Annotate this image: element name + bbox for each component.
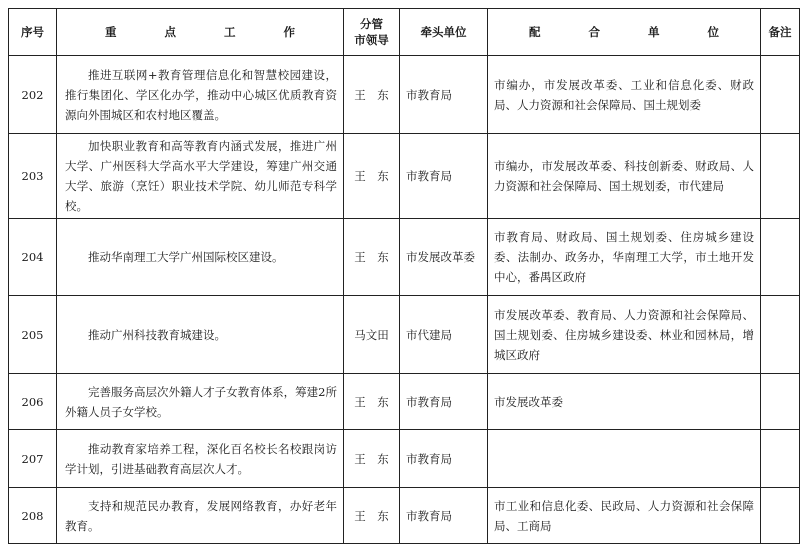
row-lead-dept: 市教育局 [400, 430, 488, 488]
table-row [9, 219, 800, 296]
table-row [9, 488, 800, 544]
header-task: 重 点 工 作 [57, 9, 344, 56]
row-lead-dept: 市教育局 [400, 488, 488, 544]
row-no: 206 [9, 374, 57, 430]
row-coop: 市教育局、财政局、国土规划委、住房城乡建设委、法制办、政务办，华南理工大学，市土地开发中心，番禺区政府 [488, 219, 761, 296]
row-task [57, 134, 344, 219]
row-no: 202 [9, 56, 57, 134]
row-task [57, 56, 344, 134]
table-row [9, 56, 800, 134]
table-row [9, 296, 800, 374]
row-task-text: 推动广州科技教育城建设。 [88, 327, 226, 342]
row-task [57, 296, 344, 374]
row-leader: 马文田 [344, 296, 400, 374]
row-task [57, 488, 344, 544]
header-no: 序号 [9, 9, 57, 56]
header-lead-dept: 牵头单位 [400, 9, 488, 56]
row-lead-dept: 市教育局 [400, 374, 488, 430]
row-coop: 市编办，市发展改革委、科技创新委、财政局、人力资源和社会保障局、国土规划委，市代建局 [488, 134, 761, 219]
header-leader-line1: 分管 [360, 17, 383, 31]
row-no: 207 [9, 430, 57, 488]
row-leader: 王 东 [344, 374, 400, 430]
row-coop: 市编办，市发展改革委、工业和信息化委、财政局、人力资源和社会保障局、国土规划委 [488, 56, 761, 134]
row-coop: 市发展改革委、教育局、人力资源和社会保障局、国土规划委、住房城乡建设委、林业和园林局，增城区政府 [488, 296, 761, 374]
row-note [761, 296, 800, 374]
row-note [761, 488, 800, 544]
row-coop [488, 430, 761, 488]
row-leader: 王 东 [344, 219, 400, 296]
row-note [761, 374, 800, 430]
row-leader: 王 东 [344, 134, 400, 219]
row-lead-dept: 市代建局 [400, 296, 488, 374]
row-note [761, 134, 800, 219]
row-no: 208 [9, 488, 57, 544]
header-leader-line2: 市领导 [354, 33, 389, 47]
row-lead-dept: 市发展改革委 [400, 219, 488, 296]
header-note: 备注 [761, 9, 800, 56]
row-task-text: 支持和规范民办教育，发展网络教育，办好老年教育。 [65, 498, 337, 533]
row-task-text: 推动教育家培养工程，深化百名校长名校跟岗访学计划，引进基础教育高层次人才。 [65, 441, 337, 476]
row-lead-dept: 市教育局 [400, 134, 488, 219]
row-no: 204 [9, 219, 57, 296]
row-coop: 市发展改革委 [488, 374, 761, 430]
row-note [761, 430, 800, 488]
header-leader [344, 9, 400, 56]
row-task-text: 完善服务高层次外籍人才子女教育体系，筹建2所外籍人员子女学校。 [65, 384, 337, 419]
row-note [761, 56, 800, 134]
table-row [9, 430, 800, 488]
row-lead-dept: 市教育局 [400, 56, 488, 134]
table-row [9, 374, 800, 430]
row-leader: 王 东 [344, 430, 400, 488]
task-table-sheet [8, 8, 800, 544]
row-leader: 王 东 [344, 488, 400, 544]
row-task [57, 374, 344, 430]
table-header-row [9, 9, 800, 56]
header-coop: 配 合 单 位 [488, 9, 761, 56]
table-row [9, 134, 800, 219]
row-note [761, 219, 800, 296]
row-coop: 市工业和信息化委、民政局、人力资源和社会保障局、工商局 [488, 488, 761, 544]
row-leader: 王 东 [344, 56, 400, 134]
row-task-text: 推动华南理工大学广州国际校区建设。 [88, 250, 284, 264]
row-task-text: 推进互联网+教育管理信息化和智慧校园建设，推行集团化、学区化办学，推动中心城区优质教育资源向外围城区和农村地区覆盖。 [65, 67, 337, 122]
row-task-text: 加快职业教育和高等教育内涵式发展，推进广州大学、广州医科大学高水平大学建设，筹建广州交通大学、旅游（烹饪）职业技术学院、幼儿师范专科学校。 [65, 139, 337, 213]
key-tasks-table [8, 8, 800, 544]
row-no: 205 [9, 296, 57, 374]
row-task [57, 219, 344, 296]
row-task [57, 430, 344, 488]
row-no: 203 [9, 134, 57, 219]
